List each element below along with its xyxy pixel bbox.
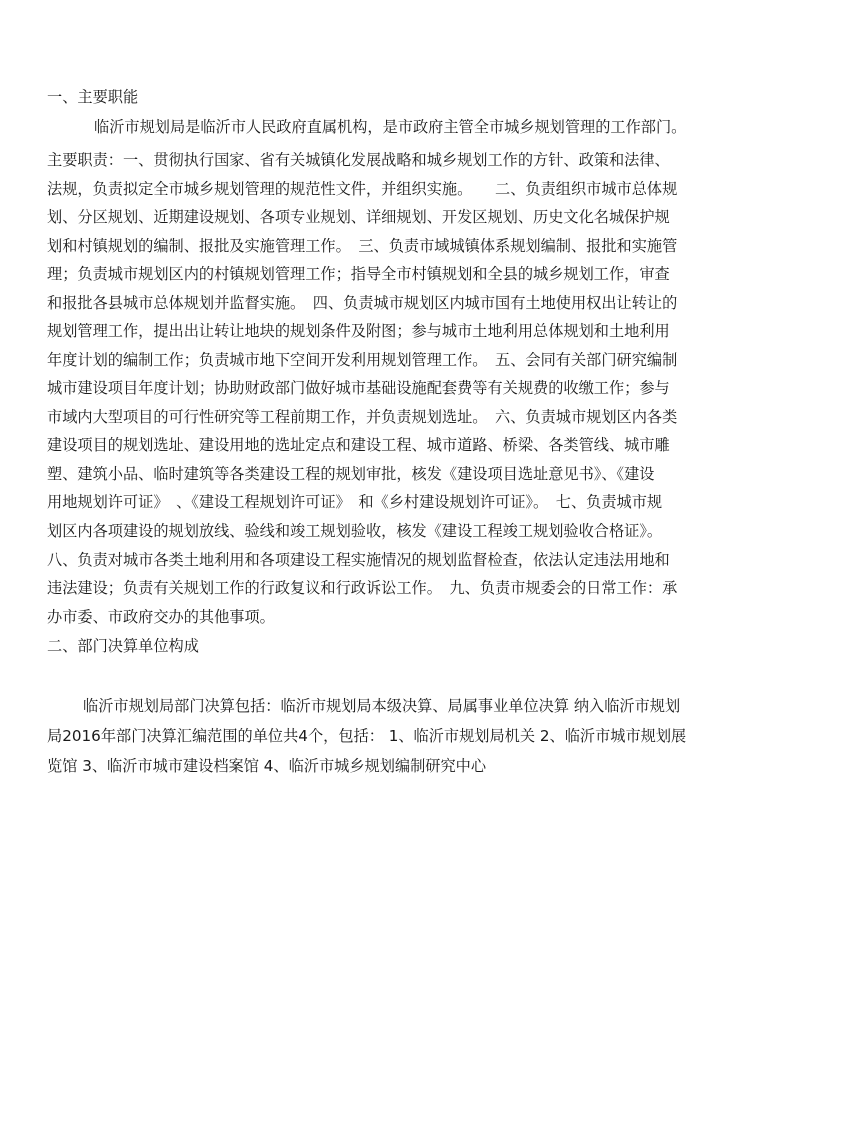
paragraph-line: 局2016年部门决算汇编范围的单位共4个，包括： 1、临沂市规划局机关 2、临沂市城市规划展 — [47, 727, 687, 745]
section2-heading: 二、部门决算单位构成 — [47, 637, 199, 655]
paragraph-line: 建设项目的规划选址、建设用地的选址定点和建设工程、城市道路、桥梁、各类管线、城市雕 — [47, 436, 670, 454]
paragraph-line: 市域内大型项目的可行性研究等工程前期工作，并负责规划选址。 六、负责城市规划区内各类 — [47, 408, 678, 426]
paragraph-line: 八、负责对城市各类土地利用和各项建设工程实施情况的规划监督检查，依法认定违法用地和 — [47, 551, 670, 569]
paragraph-line: 和报批各县城市总体规划并监督实施。 四、负责城市规划区内城市国有土地使用权出让转让的 — [47, 294, 678, 312]
paragraph-line: 城市建设项目年度计划；协助财政部门做好城市基础设施配套费等有关规费的收缴工作；参与 — [47, 379, 670, 397]
paragraph-line: 办市委、市政府交办的其他事项。 — [47, 608, 275, 626]
paragraph-line: 主要职责：一、贯彻执行国家、省有关城镇化发展战略和城乡规划工作的方针、政策和法律、 — [47, 151, 670, 169]
paragraph-line: 规划管理工作，提出出让转让地块的规划条件及附图；参与城市土地利用总体规划和土地利用 — [47, 322, 670, 340]
paragraph-line: 塑、建筑小品、临时建筑等各类建设工程的规划审批，核发《建设项目选址意见书》、《建设 — [47, 465, 655, 483]
paragraph-line: 划和村镇规划的编制、报批及实施管理工作。 三、负责市域城镇体系规划编制、报批和实施管 — [47, 237, 678, 255]
paragraph-line: 览馆 3、临沂市城市建设档案馆 4、临沂市城乡规划编制研究中心 — [47, 757, 487, 775]
paragraph-line: 临沂市规划局是临沂市人民政府直属机构，是市政府主管全市城乡规划管理的工作部门。 — [94, 118, 687, 136]
paragraph-line: 法规，负责拟定全市城乡规划管理的规范性文件，并组织实施。 二、负责组织市城市总体规 — [47, 180, 678, 198]
section1-heading: 一、主要职能 — [47, 88, 139, 106]
paragraph-line: 用地规划许可证》 、《建设工程规划许可证》 和《乡村建设规划许可证》。 七、负责城市规 — [47, 493, 663, 511]
paragraph-line: 划区内各项建设的规划放线、验线和竣工规划验收，核发《建设工程竣工规划验收合格证》。 — [47, 522, 663, 540]
paragraph-line: 理；负责城市规划区内的村镇规划管理工作；指导全市村镇规划和全县的城乡规划工作，审查 — [47, 265, 670, 283]
paragraph-line: 违法建设；负责有关规划工作的行政复议和行政诉讼工作。 九、负责市规委会的日常工作：承 — [47, 579, 678, 597]
paragraph-line: 年度计划的编制工作；负责城市地下空间开发利用规划管理工作。 五、会同有关部门研究编制 — [47, 351, 678, 369]
paragraph-line: 划、分区规划、近期建设规划、各项专业规划、详细规划、开发区规划、历史文化名城保护规 — [47, 208, 670, 226]
paragraph-line: 临沂市规划局部门决算包括：临沂市规划局本级决算、局属事业单位决算 纳入临沂市规划 — [83, 697, 681, 715]
